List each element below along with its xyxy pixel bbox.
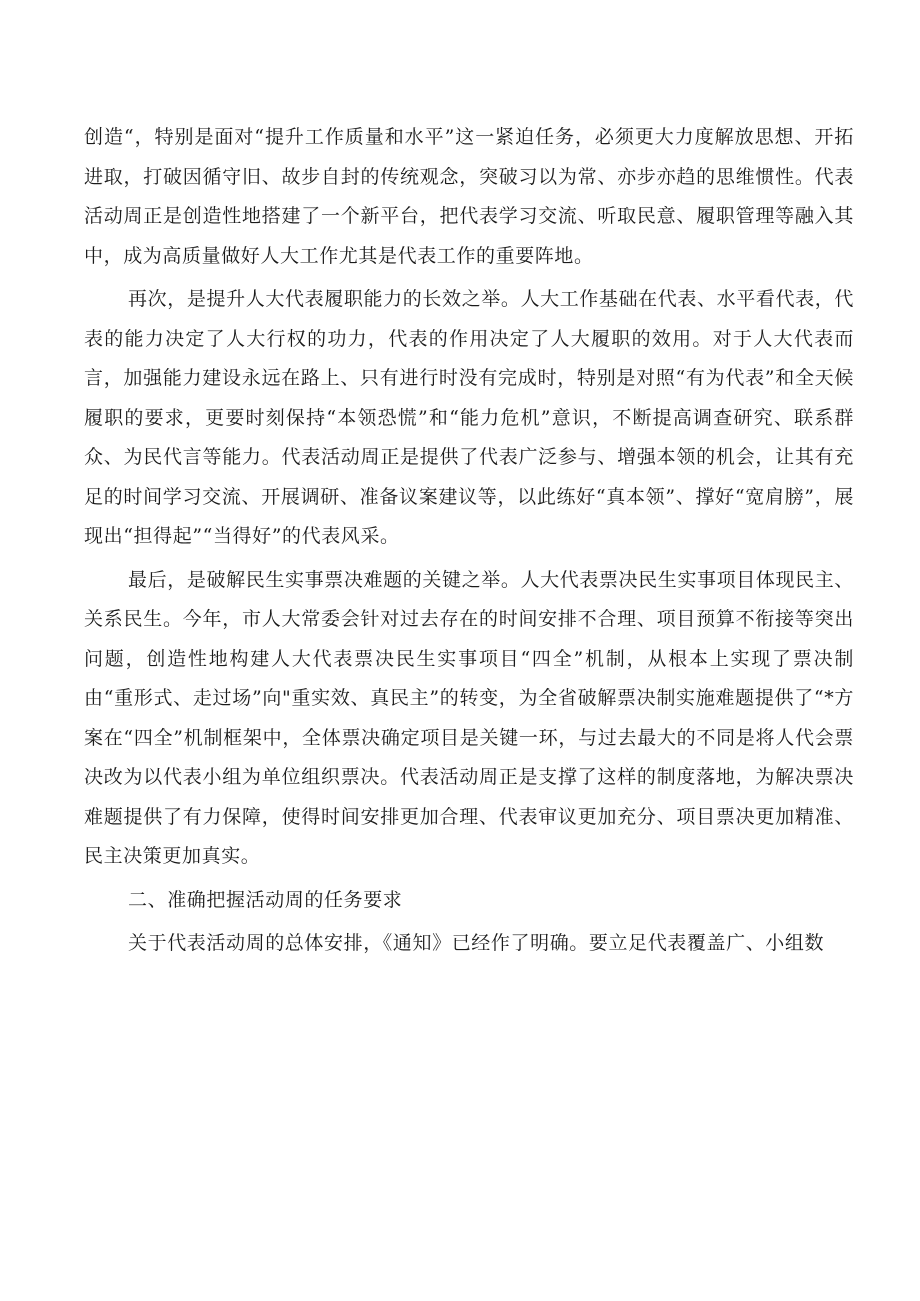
section-heading: 二、准确把握活动周的任务要求 <box>128 888 403 911</box>
paragraph-1: 创造“，特别是面对“提升工作质量和水平”这一紧迫任务，必须更大力度解放思想、开拓进取，打破因循守旧、故步自封的传统观念，突破习以为常、亦步亦趋的思维惯性。代表活动周正是创造性地搭建了一个新平台，把代表学习交流、听取民意、履职管理等融入其中，成为高质量做好人大工作尤其是代表工作的重要阵地。 <box>84 126 854 267</box>
paragraph-4: 关于代表活动周的总体安排，《通知》已经作了明确。要立足代表覆盖广、小组数 <box>128 932 825 954</box>
document-body <box>84 118 854 964</box>
paragraph-2: 再次，是提升人大代表履职能力的长效之举。人大工作基础在代表、水平看代表，代表的能力决定了人大行权的功力，代表的作用决定了人大履职的效用。对于人大代表而言，加强能力建设永远在路上、只有进行时没有完成时，特别是对照“有为代表”和全天候履职的要求，更要时刻保持“本领恐慌”和“能力危机”意识，不断提高调查研究、联系群众、为民代言等能力。代表活动周正是提供了代表广泛参与、增强本领的机会，让其有充足的时间学习交流、开展调研、准备议案建议等，以此练好“真本领”、撑好“宽肩膀”，展现出“担得起”“当得好”的代表风采。 <box>84 288 854 547</box>
paragraph-3: 最后，是破解民生实事票决难题的关键之举。人大代表票决民生实事项目体现民主、关系民生。今年，市人大常委会针对过去存在的时间安排不合理、项目预算不衔接等突出问题，创造性地构建人大代表票决民生实事项目“四全”机制，从根本上实现了票决制由“重形式、走过场”向"重实效、真民主”的转变，为全省破解票决制实施难题提供了“*方案在“四全”机制框架中，全体票决确定项目是关键一环，与过去最大的不同是将人代会票决改为以代表小组为单位组织票决。代表活动周正是支撑了这样的制度落地，为解决票决难题提供了有力保障，使得时间安排更加合理、代表审议更加充分、项目票决更加精准、民主决策更加真实。 <box>84 568 854 867</box>
